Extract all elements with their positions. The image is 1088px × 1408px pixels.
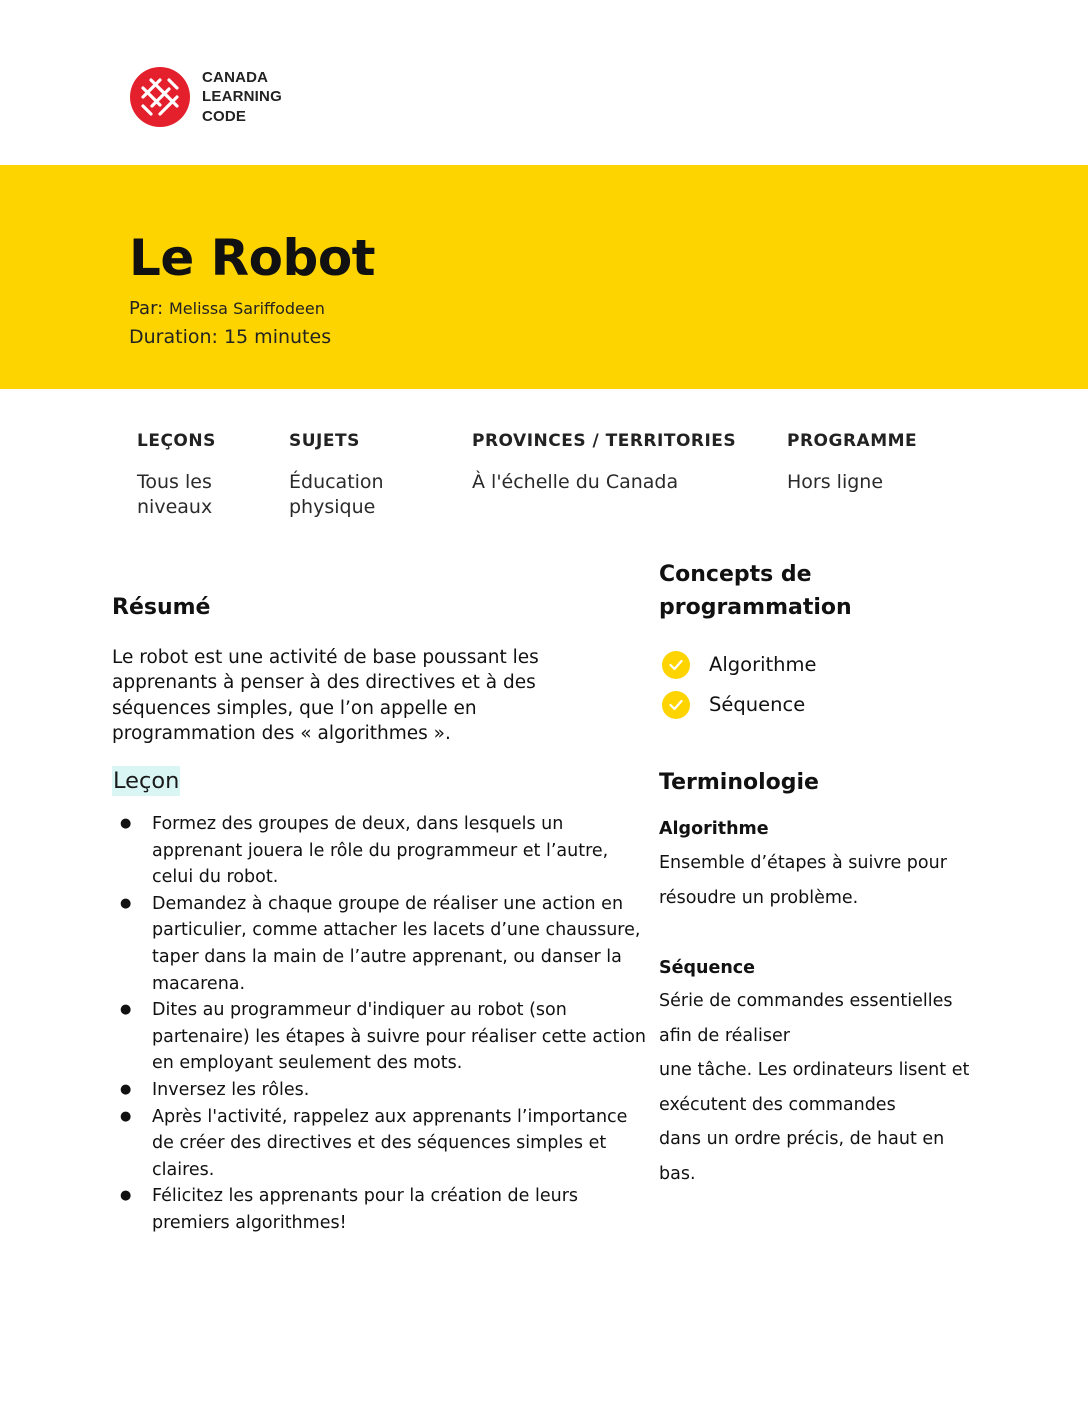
- term-definition-line: exécutent des commandes: [659, 1094, 896, 1115]
- list-item: ● Formez des groupes de deux, dans lesquels un apprenant jouera le rôle du programmeur et l’autre, celui du robot.: [112, 811, 652, 891]
- check-circle-icon: [662, 691, 690, 719]
- list-item: ● Inversez les rôles.: [112, 1077, 652, 1104]
- info-provinces: [472, 430, 772, 495]
- logo-wordmark: [202, 68, 282, 127]
- list-item: ● Après l'activité, rappelez aux apprenants l’importance de créer des directives et des séquences simples et claires.: [112, 1104, 652, 1184]
- concept-item: [662, 691, 805, 719]
- term-name: Algorithme: [659, 819, 769, 839]
- lecon-heading: Leçon: [113, 768, 180, 794]
- term-definition-line: Série de commandes essentielles: [659, 991, 953, 1011]
- resume-heading: Résumé: [112, 595, 211, 620]
- concepts-heading: Concepts de programmation: [659, 562, 852, 620]
- info-value: Hors ligne: [787, 471, 884, 493]
- concept-item: [662, 651, 817, 679]
- logo-line: LEARNING: [202, 88, 282, 106]
- info-heading: LEÇONS: [137, 431, 216, 451]
- canada-learning-code-logo: [130, 66, 282, 128]
- author-line: [129, 297, 325, 321]
- concept-label: Algorithme: [709, 653, 817, 676]
- concept-label: Séquence: [709, 693, 806, 716]
- info-value: Tous les niveaux: [137, 471, 213, 518]
- info-sujets: [289, 430, 429, 520]
- term-definition-line: dans un ordre précis, de haut en: [659, 1129, 945, 1150]
- logo-line: CODE: [202, 107, 247, 125]
- list-item: ● Demandez à chaque groupe de réaliser une action en particulier, comme attacher les lacets d’une chaussure, taper dans la main de l’autre apprenant, ou danser la macarena.: [112, 891, 652, 997]
- term-definition-line: une tâche. Les ordinateurs lisent et: [659, 1060, 970, 1081]
- duration: Duration: 15 minutes: [129, 326, 332, 348]
- term-definition: Ensemble d’étapes à suivre pour résoudre un problème.: [659, 853, 947, 908]
- logo-line: CANADA: [202, 68, 269, 86]
- list-item: ● Félicitez les apprenants pour la création de leurs premiers algorithmes!: [112, 1183, 652, 1236]
- info-value: Éducation physique: [289, 471, 384, 518]
- check-circle-icon: [662, 651, 690, 679]
- page-title: Le Robot: [129, 229, 376, 287]
- list-item: ● Dites au programmeur d'indiquer au robot (son partenaire) les étapes à suivre pour réaliser cette action en employant seulement des mots.: [112, 997, 652, 1077]
- author-label: Par:: [129, 298, 164, 319]
- term-definition-line: bas.: [659, 1163, 696, 1184]
- info-value: À l'échelle du Canada: [472, 471, 679, 493]
- author-name: Melissa Sariffodeen: [168, 299, 325, 318]
- lecon-steps: [112, 811, 652, 1237]
- resume-text: Le robot est une activité de base poussant les apprenants à penser à des directives et à des séquences simples, que l’on appelle en programmation des « algorithmes ».: [112, 647, 539, 744]
- terminology-heading: Terminologie: [659, 770, 819, 795]
- logo-mark-icon: [130, 67, 190, 127]
- info-heading: PROGRAMME: [787, 431, 918, 451]
- term-definition-line: afin de réaliser: [659, 1025, 790, 1046]
- term-name: Séquence: [659, 958, 756, 978]
- term-definition: [659, 984, 999, 1192]
- info-heading: PROVINCES / TERRITORIES: [472, 431, 737, 451]
- info-programme: [787, 430, 987, 495]
- info-heading: SUJETS: [289, 431, 360, 451]
- info-lecons: [137, 430, 257, 520]
